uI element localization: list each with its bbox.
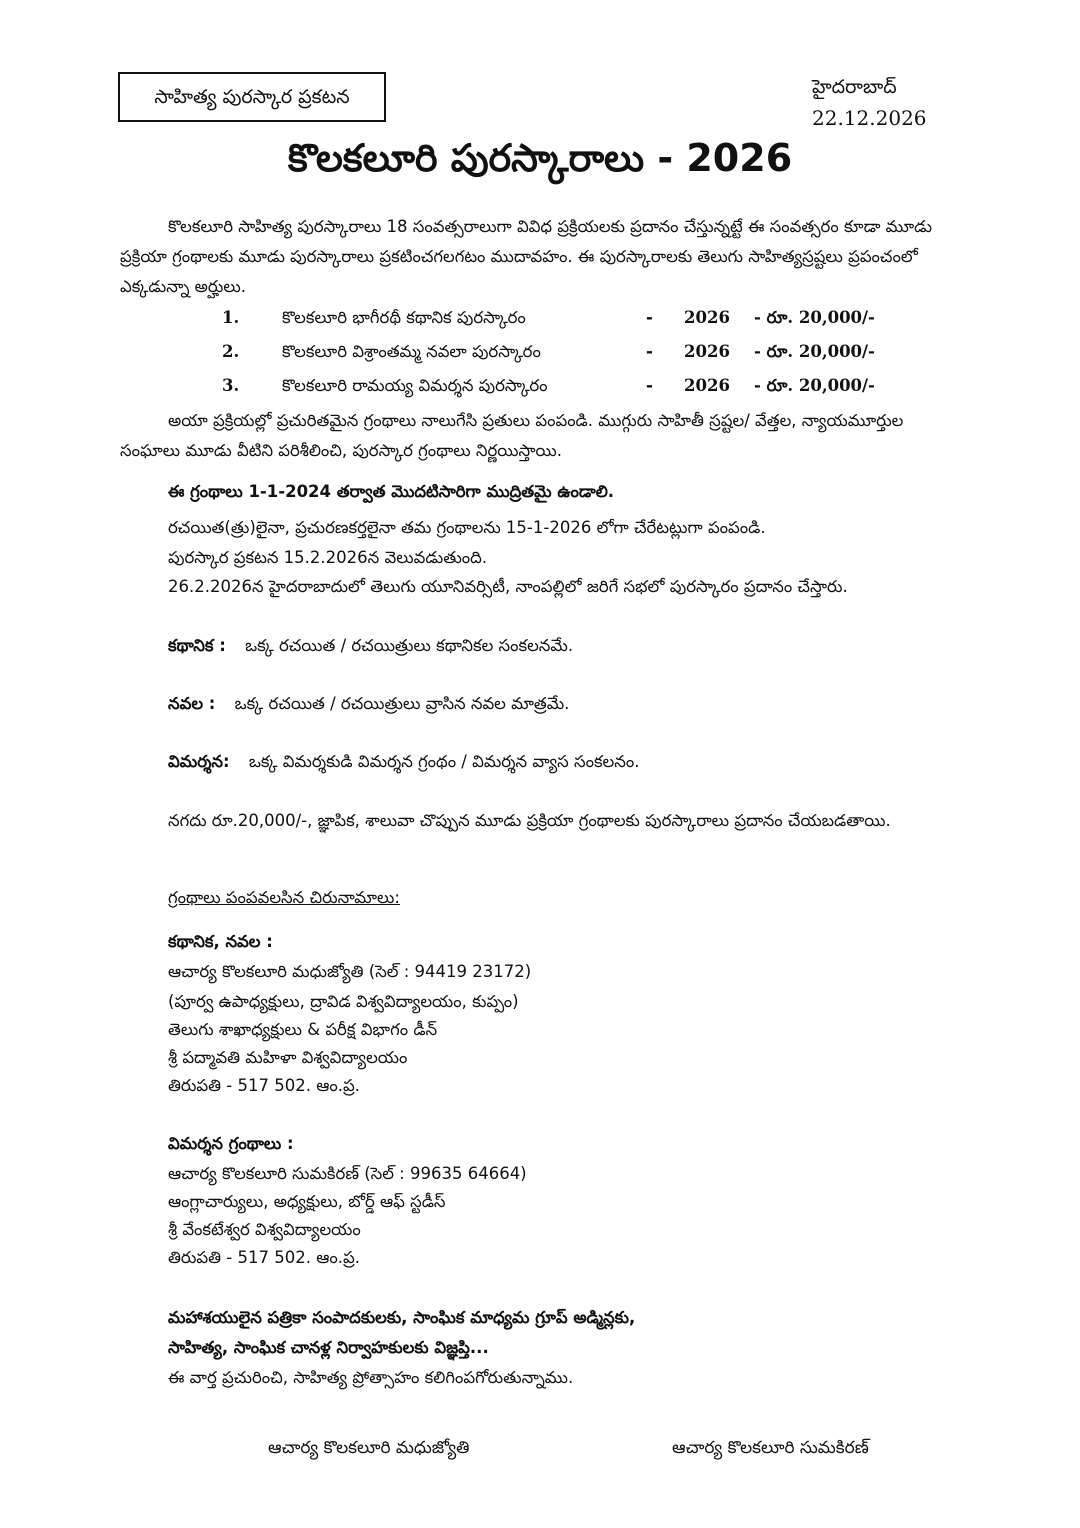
prize-paragraph: నగదు రూ.20,000/-, జ్ఞాపిక, శాలువా చొప్పున మూడు ప్రక్రియా గ్రంథాలకు పురస్కారాలు ప్రదానం చేయబడతాయి. (168, 811, 891, 830)
closing-line: ఈ వార్త ప్రచురించి, సాహిత్య ప్రోత్సాహం కలిగింపగోరుతున్నాము. (168, 1368, 574, 1387)
award-name: కొలకలూరి విశ్రాంతమ్మ నవలా పురస్కారం (282, 342, 541, 361)
appeal-line: మహాశయులైన పత్రికా సంపాదకులకు, సాంఘిక మాధ్యమ గ్రూప్ అడ్మిన్లకు, (168, 1308, 636, 1327)
award-item (222, 342, 942, 376)
signature-right: ఆచార్య కొలకలూరి సుమకిరణ్ (672, 1438, 869, 1458)
eligibility-rule: ఈ గ్రంథాలు 1-1-2024 తర్వాత మొదటిసారిగా ముద్రితమై ఉండాలి. (168, 482, 615, 501)
award-year: 2026 (684, 376, 730, 395)
address2-line: ఆచార్య కొలకలూరి సుమకిరణ్ (సెల్ : 99635 64664) (168, 1164, 527, 1183)
category-label: నవల : (168, 694, 216, 713)
address1-line: తెలుగు శాఖాధ్యక్షులు & పరీక్ష విభాగం డీన్ (168, 1020, 438, 1039)
announcement-tag: సాహిత్య పురస్కార ప్రకటన (118, 72, 386, 122)
award-number: 3. (222, 376, 240, 395)
category-text: ఒక్క రచయిత / రచయిత్రులు వ్రాసిన నవల మాత్రమే. (234, 694, 570, 713)
ceremony-paragraph: 26.2.2026న హైదరాబాదులో తెలుగు యూనివర్సిటీ, నాంపల్లిలో జరిగే సభలో పురస్కారం ప్రదానం చేస్తారు. (168, 577, 848, 596)
deadline-line: రచయిత(త్రు)లైనా, ప్రచురణకర్తలైనా తమ గ్రంథాలను 15-1-2026 లోగా చేరేటట్లుగా పంపండి. (168, 518, 766, 537)
award-name: కొలకలూరి రామయ్య విమర్శన పురస్కారం (282, 376, 548, 395)
category-story (168, 632, 573, 660)
address1-line: శ్రీ పద్మావతి మహిళా విశ్వవిద్యాలయం (168, 1048, 408, 1067)
submission-paragraph: అయా ప్రక్రియల్లో ప్రచురితమైన గ్రంథాలు నాలుగేసి ప్రతులు పంపండి. ముగ్గురు సాహితీ స్రష్టల/ వేత్తల, న్యాయమూర్తుల సంఘాలు మూడు వీటిని పరిశీలించి, పురస్కార గ్రంథాలు నిర్ణయిస్తాయి. (120, 411, 904, 460)
address2-line: తిరుపతి - 517 502. ఆం.ప్ర. (168, 1248, 360, 1267)
category-criticism (168, 748, 639, 776)
award-item (222, 308, 942, 342)
award-dash: - (646, 376, 653, 395)
announcement-line: పురస్కార ప్రకటన 15.2.2026న వెలువడుతుంది. (168, 548, 488, 567)
category-label: విమర్శన: (168, 752, 230, 771)
address2-line: ఆంగ్లాచార్యులు, అధ్యక్షులు, బోర్డ్ ఆఫ్ స్టడీస్ (168, 1192, 446, 1211)
award-item (222, 376, 942, 410)
signature-left: ఆచార్య కొలకలూరి మధుజ్యోతి (268, 1438, 470, 1458)
address1-line: ఆచార్య కొలకలూరి మధుజ్యోతి (సెల్ : 94419 23172) (168, 962, 532, 981)
award-amount: - రూ. 20,000/- (754, 342, 875, 361)
award-year: 2026 (684, 342, 730, 361)
address2-line: శ్రీ వేంకటేశ్వర విశ్వవిద్యాలయం (168, 1220, 361, 1239)
appeal-line: సాహిత్య, సాంఘిక చానళ్ల నిర్వాహకులకు విజ్ఞప్తి... (168, 1338, 489, 1357)
category-text: ఒక్క విమర్శకుడి విమర్శన గ్రంథం / విమర్శన వ్యాస సంకలనం. (248, 752, 640, 771)
place-name: హైదరాబాద్ (812, 76, 897, 98)
award-number: 2. (222, 342, 240, 361)
award-dash: - (646, 308, 653, 327)
address1-line: తిరుపతి - 517 502. ఆం.ప్ర. (168, 1076, 360, 1095)
document-date: 22.12.2026 (812, 106, 927, 130)
address-heading: గ్రంథాలు పంపవలసిన చిరునామాలు: (168, 888, 400, 907)
document-title: కొలకలూరి పురస్కారాలు - 2026 (287, 136, 793, 180)
award-year: 2026 (684, 308, 730, 327)
award-dash: - (646, 342, 653, 361)
category-novel (168, 690, 569, 718)
address1-line: (పూర్వ ఉపాధ్యక్షులు, ద్రావిడ విశ్వవిద్యాలయం, కుప్పం) (168, 992, 519, 1011)
category-text: ఒక్క రచయిత / రచయిత్రులు కథానికల సంకలనమే. (245, 636, 574, 655)
award-name: కొలకలూరి భాగీరథీ కథానిక పురస్కారం (282, 308, 526, 327)
award-amount: - రూ. 20,000/- (754, 308, 875, 327)
address1-heading: కథానిక, నవల : (168, 932, 273, 951)
awards-list (222, 308, 942, 410)
award-amount: - రూ. 20,000/- (754, 376, 875, 395)
award-number: 1. (222, 308, 240, 327)
intro-paragraph: కొలకలూరి సాహిత్య పురస్కారాలు 18 సంవత్సరాలుగా వివిధ ప్రక్రియలకు ప్రదానం చేస్తున్నట్టే ఈ సంవత్సరం కూడా మూడు ప్రక్రియా గ్రంథాలకు మూడు పురస్కారాలు ప్రకటించగలగటం ముదావహం. ఈ పురస్కారాలకు తెలుగు సాహిత్యస్రష్టలు ప్రపంచంలో ఎక్కడున్నా అర్హులు. (120, 217, 933, 296)
address2-heading: విమర్శన గ్రంథాలు : (168, 1134, 294, 1153)
category-label: కథానిక : (168, 636, 226, 655)
